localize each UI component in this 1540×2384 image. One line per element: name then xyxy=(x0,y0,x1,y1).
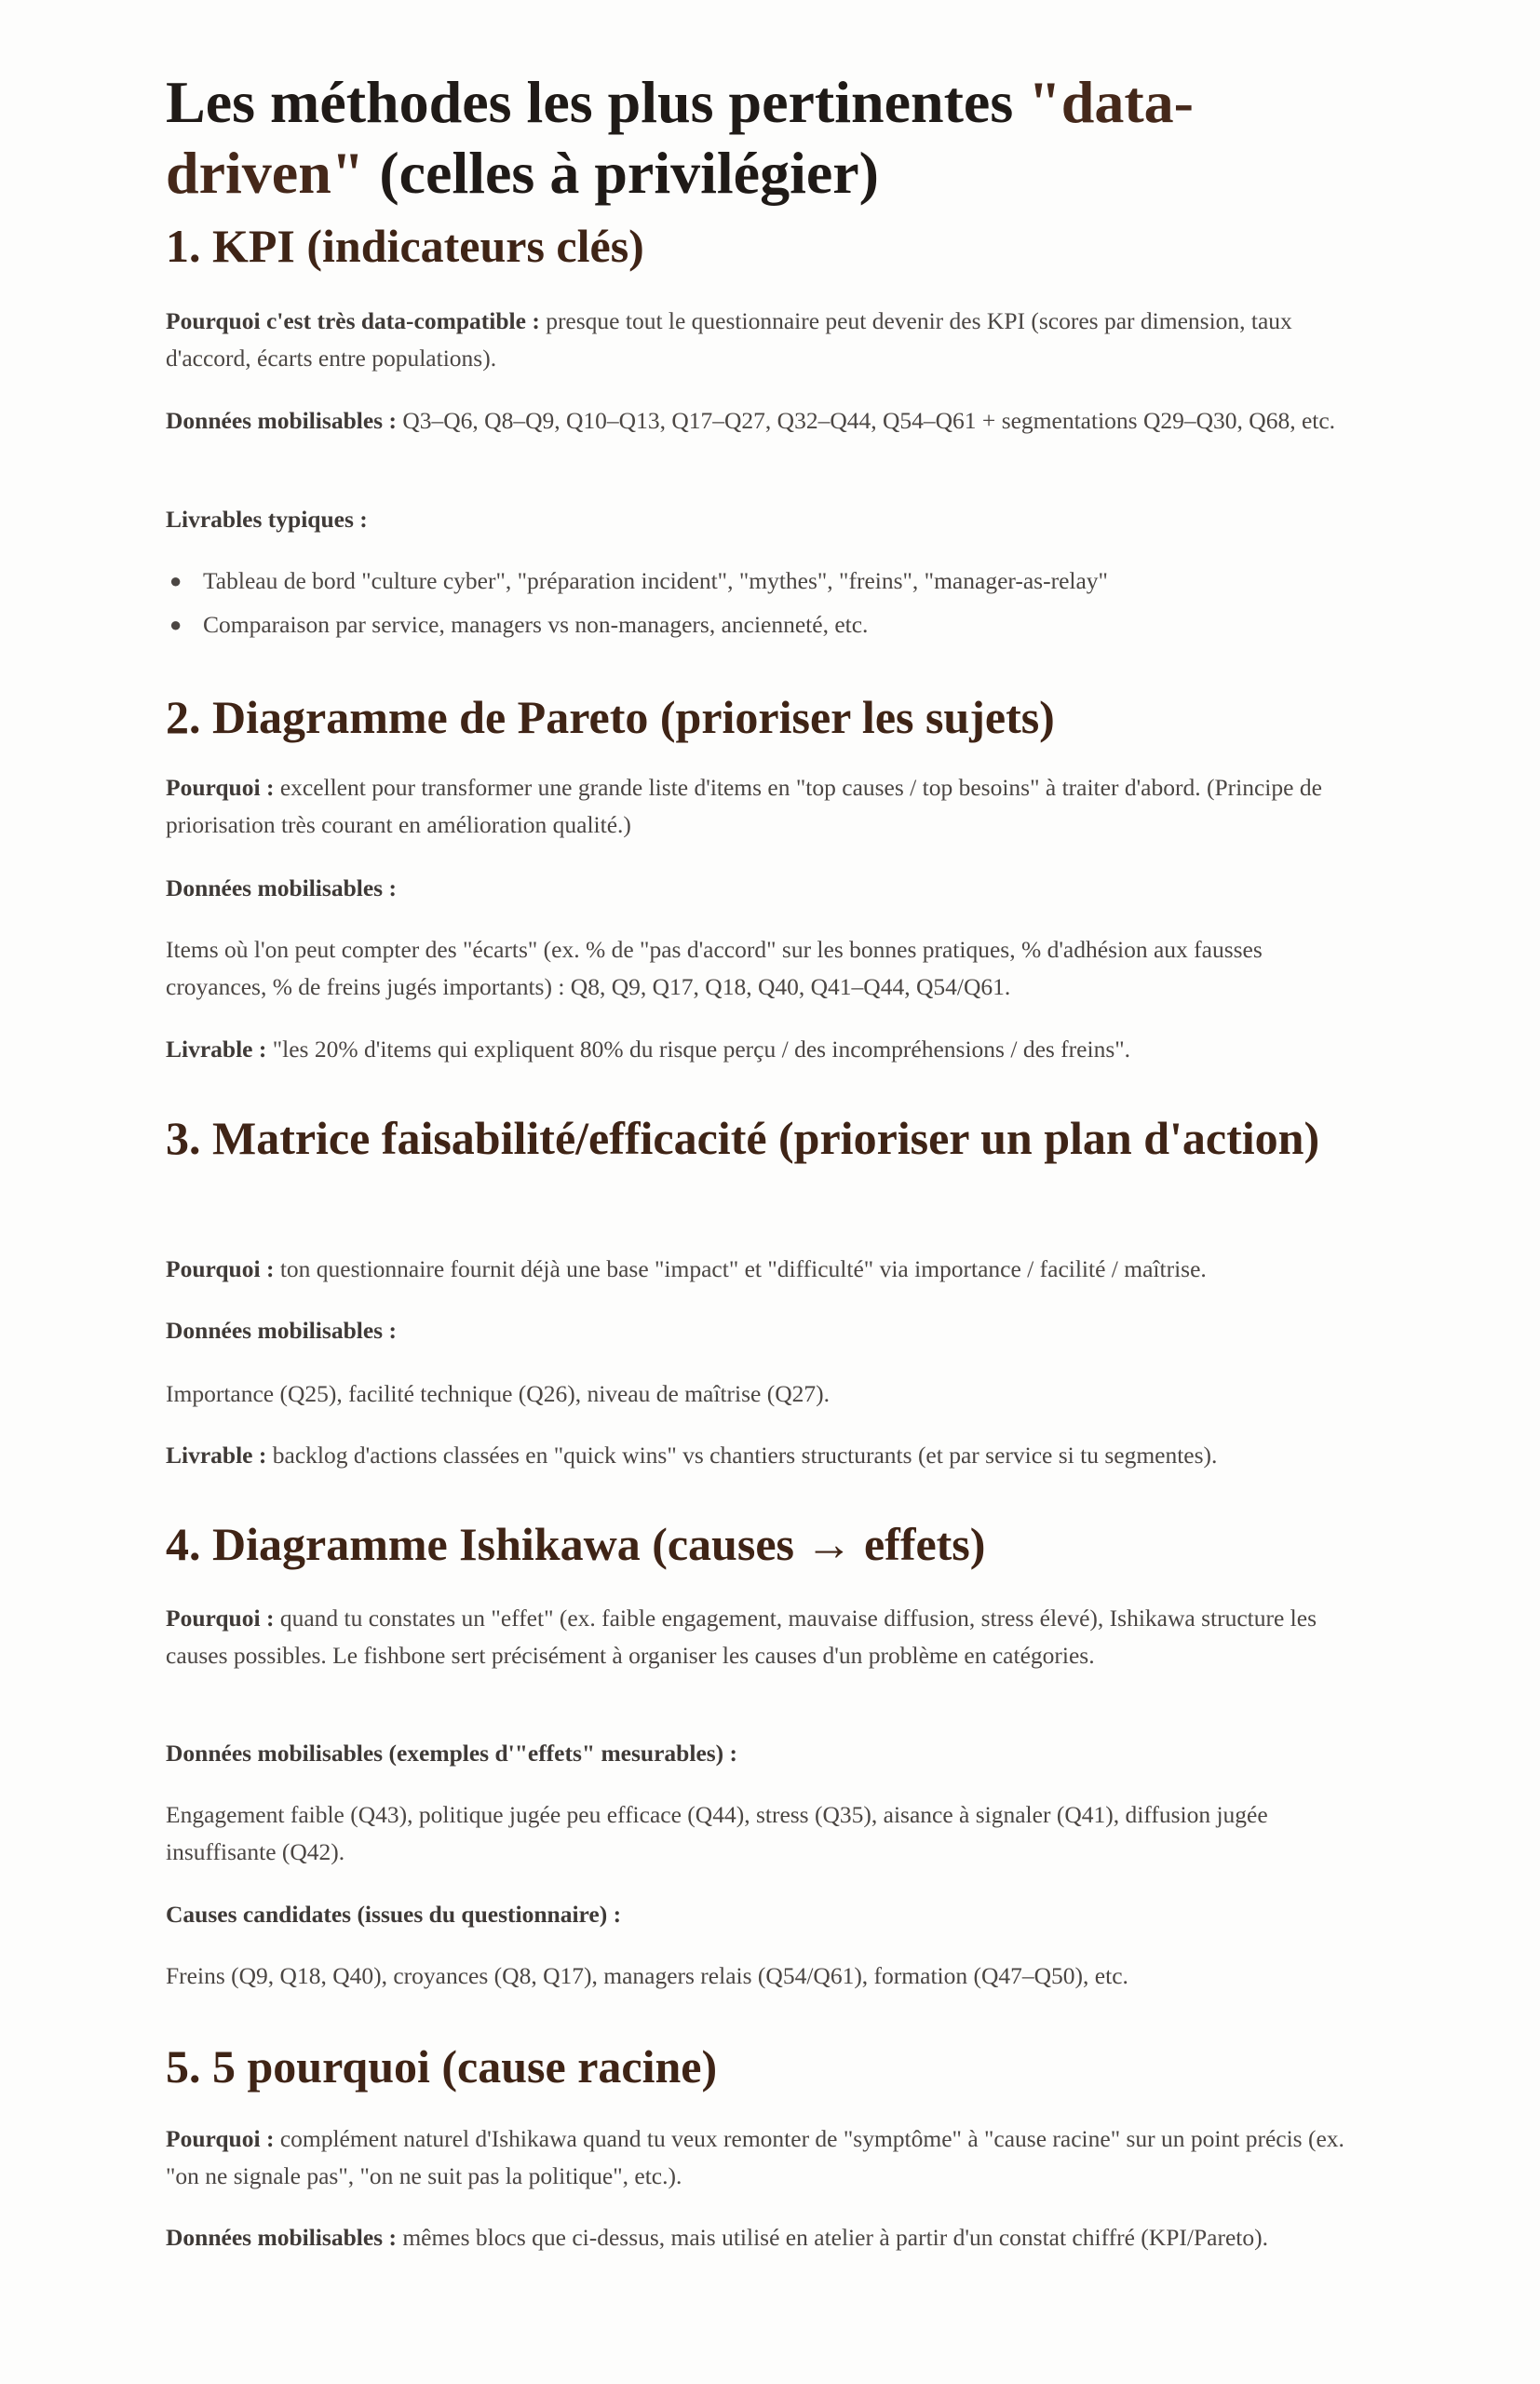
paragraph-text: excellent pour transformer une grande liste d'items en "top causes / top besoins" à traiter d'abord. (Principe de priorisation très courant en amélioration qualité.) xyxy=(166,774,1322,838)
paragraph xyxy=(166,1251,1367,1288)
paragraph-text: backlog d'actions classées en "quick wins" vs chantiers structurants (et par service si tu segmentes). xyxy=(266,1442,1218,1469)
paragraph xyxy=(166,2120,1367,2194)
paragraph-text: ton questionnaire fournit déjà une base "impact" et "difficulté" via importance / facilité / maîtrise. xyxy=(274,1255,1207,1282)
paragraph-label: Données mobilisables : xyxy=(166,407,397,434)
paragraph-text: Freins (Q9, Q18, Q40), croyances (Q8, Q17), managers relais (Q54/Q61), formation (Q47–Q50), etc. xyxy=(166,1962,1128,1989)
list-item-text: Tableau de bord "culture cyber", "préparation incident", "mythes", "freins", "manager-as-relay" xyxy=(203,567,1108,594)
list-item xyxy=(166,559,1367,603)
paragraph-label: Livrable : xyxy=(166,1442,267,1469)
paragraph-label: Pourquoi : xyxy=(166,1255,275,1282)
paragraph xyxy=(166,1796,1367,1870)
paragraph-label: Pourquoi : xyxy=(166,774,275,801)
paragraph-label: Données mobilisables : xyxy=(166,874,397,901)
bullet-icon: ● xyxy=(169,613,182,636)
section-heading-pareto: 2. Diagramme de Pareto (prioriser les sujets) xyxy=(166,691,1055,743)
section-heading-matrix: 3. Matrice faisabilité/efficacité (prioriser un plan d'action) xyxy=(166,1112,1320,1164)
paragraph-text: Engagement faible (Q43), politique jugée peu efficace (Q44), stress (Q35), aisance à signaler (Q41), diffusion jugée insuffisante (Q42). xyxy=(166,1801,1268,1865)
paragraph xyxy=(166,870,1367,907)
paragraph-text: Items où l'on peut compter des "écarts" (ex. % de "pas d'accord" sur les bonnes pratiques, % d'adhésion aux fausses croyances, % de freins jugés importants) : Q8, Q9, Q17, Q18, Q40, Q41–Q44, Q54/Q61. xyxy=(166,936,1263,1000)
paragraph xyxy=(166,1957,1367,1995)
title-accent: "data-driven" xyxy=(166,69,1194,206)
paragraph-text: "les 20% d'items qui expliquent 80% du risque perçu / des incompréhensions / des freins". xyxy=(266,1036,1131,1063)
paragraph-text: complément naturel d'Ishikawa quand tu veux remonter de "symptôme" à "cause racine" sur un point précis (ex. "on ne signale pas", "on ne suit pas la politique", etc.). xyxy=(166,2125,1344,2189)
paragraph xyxy=(166,931,1367,1005)
page-title xyxy=(166,67,1367,209)
paragraph xyxy=(166,303,1367,376)
paragraph-label: Pourquoi : xyxy=(166,2125,275,2152)
section-heading-5-whys: 5. 5 pourquoi (cause racine) xyxy=(166,2040,718,2093)
paragraph xyxy=(166,2219,1367,2256)
paragraph-label: Pourquoi c'est très data-compatible : xyxy=(166,307,540,334)
paragraph-text: presque tout le questionnaire peut devenir des KPI (scores par dimension, taux d'accord, écarts entre populations). xyxy=(166,307,1292,372)
paragraph xyxy=(166,769,1367,843)
title-text: Les méthodes les plus pertinentes xyxy=(166,69,1029,135)
paragraph-label: Livrables typiques : xyxy=(166,506,368,533)
paragraph-label: Causes candidates (issues du questionnaire) : xyxy=(166,1901,622,1928)
list-item-text: Comparaison par service, managers vs non-managers, ancienneté, etc. xyxy=(203,611,869,638)
paragraph xyxy=(166,1896,1367,1933)
paragraph xyxy=(166,1031,1367,1068)
paragraph-text: mêmes blocs que ci-dessus, mais utilisé en atelier à partir d'un constat chiffré (KPI/Pareto). xyxy=(396,2224,1268,2251)
paragraph xyxy=(166,1437,1367,1474)
paragraph xyxy=(166,1600,1367,1673)
paragraph-label: Données mobilisables : xyxy=(166,2224,397,2251)
title-text-end: (celles à privilégier) xyxy=(364,140,879,206)
paragraph xyxy=(166,1735,1367,1772)
bullet-icon: ● xyxy=(169,569,182,592)
paragraph-text: quand tu constates un "effet" (ex. faible engagement, mauvaise diffusion, stress élevé), Ishikawa structure les causes possibles. Le fishbone sert précisément à organiser les causes d'un problème en catégories. xyxy=(166,1605,1317,1669)
list-item xyxy=(166,603,1367,646)
paragraph xyxy=(166,501,1367,538)
section-heading-kpi: 1. KPI (indicateurs clés) xyxy=(166,220,644,272)
paragraph-label: Pourquoi : xyxy=(166,1605,275,1632)
paragraph-label: Données mobilisables (exemples d'"effets" mesurables) : xyxy=(166,1740,738,1767)
deliverables-list xyxy=(166,559,1367,646)
section-heading-ishikawa: 4. Diagramme Ishikawa (causes → effets) xyxy=(166,1518,986,1570)
paragraph xyxy=(166,402,1367,440)
paragraph xyxy=(166,1375,1367,1413)
paragraph-text: Q3–Q6, Q8–Q9, Q10–Q13, Q17–Q27, Q32–Q44, Q54–Q61 + segmentations Q29–Q30, Q68, etc. xyxy=(396,407,1336,434)
paragraph-label: Données mobilisables : xyxy=(166,1317,397,1344)
paragraph-text: Importance (Q25), facilité technique (Q26), niveau de maîtrise (Q27). xyxy=(166,1380,831,1407)
paragraph xyxy=(166,1312,1367,1349)
paragraph-label: Livrable : xyxy=(166,1036,267,1063)
